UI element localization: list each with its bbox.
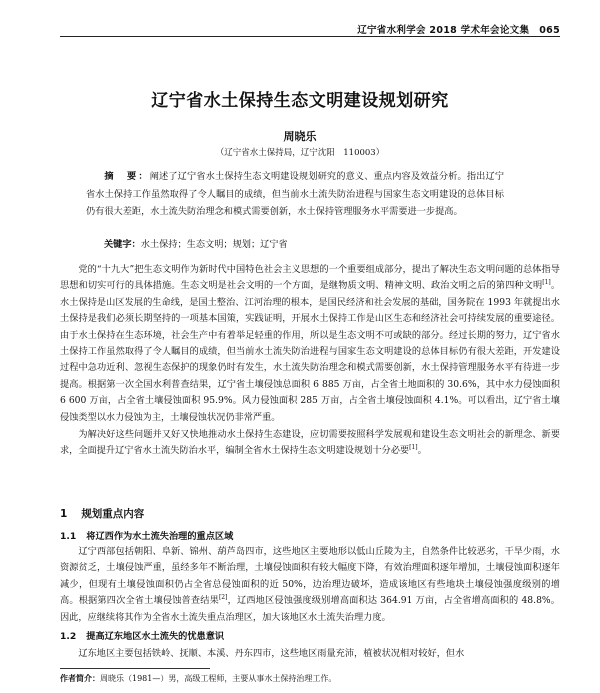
subsection-title: 将辽西作为水土流失治理的重点区域 [86, 531, 234, 542]
section-title: 规划重点内容 [81, 508, 145, 520]
paragraph: 辽宁西部包括朝阳、阜新、锦州、葫芦岛四市，这些地区主要地形以低山丘陵为主，自然条件比较恶劣，干旱少雨，水资源贫乏，土壤侵蚀严重，虽经多年不断治理，土壤侵蚀面积有较大幅度下降，有效治理面积逐年增加，土壤侵蚀面积逐年减少，但现有土壤侵蚀面积仍占全省总侵蚀面积的近 50%，边治理边破坏，造成该地区有些地块土壤侵蚀强度级别的增高。根据第四次全省土壤侵蚀普查结果[2]，辽西地区侵蚀强度级别增高面积达 364.91 万亩，占全省增高面积的 48.8%。因此，应继续将其作为全省水土流失重点治理区，加大该地区水土流失治理力度。 [60, 546, 560, 623]
subsection-title: 提高辽东地区水土流失的忧患意识 [86, 631, 225, 642]
section-heading [60, 506, 144, 521]
keywords-text: 水土保持；生态文明；规划；辽宁省 [140, 239, 288, 250]
footnote [60, 673, 560, 684]
keywords [104, 236, 504, 250]
author-affiliation: （辽宁省水土保持局，辽宁沈阳 110003） [215, 148, 385, 158]
abstract-text: 阐述了辽宁省水土保持生态文明建设规划研究的意义、重点内容及效益分析。指出辽宁省水土保持工作虽然取得了令人瞩目的成绩，但当前水土流失防治进程与国家生态文明建设的总体目标仍有很大差距，水土流失防治理念和模式需要创新，水土保持管理服务水平需要进一步提高。 [86, 171, 505, 217]
citation: [1] [542, 279, 551, 287]
paper-title: 辽宁省水土保持生态文明建设规划研究 [151, 91, 449, 111]
subsection-text [60, 544, 560, 626]
body-text [60, 262, 560, 460]
citation: [2] [218, 594, 228, 602]
section-number: 1 [60, 508, 68, 520]
subsection-number: 1.1 [60, 531, 77, 542]
paragraph: 辽东地区主要包括铁岭、抚顺、本溪、丹东四市，这些地区雨量充沛，植被状况相对较好，但水 [78, 648, 465, 659]
page-number: 065 [539, 25, 560, 36]
author-name: 周晓乐 [283, 130, 317, 143]
abstract-label: 摘 要： [104, 171, 150, 182]
subsection-number: 1.2 [60, 631, 77, 642]
running-title: 辽宁省水利学会 2018 学术年会论文集 [357, 25, 530, 36]
footnote-label: 作者简介： [60, 673, 100, 683]
citation: [1] [409, 444, 418, 452]
subsection-heading [60, 528, 233, 542]
paragraph: 党的“十九大”把生态文明作为新时代中国特色社会主义思想的一个重要组成部分，提出了解决生态文明问题的总体指导思想和切实可行的具体措施。生态文明是社会文明的一个方面，是继物质文明、精神文明、政治文明之后的第四种文明[1]。水土保持是山区发展的生命线，是国土整治、江河治理的根本，是国民经济和社会发展的基础，国务院在 1993 年就提出水土保持是我们必须长期坚持的一项基本国策，实践证明，开展水土保持工作是山区生态和经济社会可持续发展的重要途径。由于水土保持在生态环境，社会生产中有着举足轻重的作用，所以是生态文明不可或缺的部分。经过长期的努力，辽宁省水土保持工作虽然取得了令人瞩目的成绩，但当前水土流失防治进程与国家生态文明建设的总体目标仍有很大差距，开发建设过程中急功近利、忽视生态保护的现象仍时有发生，水土流失防治理念和模式需要创新，水土保持管理服务水平有待进一步提高。根据第一次全国水利普查结果，辽宁省土壤侵蚀总面积 6 885 万亩，占全省土地面积的 30.6%，其中水力侵蚀面积 6 600 万亩，占全省土壤侵蚀面积 95.9%。风力侵蚀面积 285 万亩，占全省土壤侵蚀面积 4.1%。可以看出，辽宁省土壤侵蚀类型以水力侵蚀为主，土壤侵蚀状况仍非常严重。 [60, 264, 561, 423]
paragraph: 为解决好这些问题并又好又快地推动水土保持生态建设，应切需要按照科学发展观和建设生态文明社会的新理念、新要求，全面提升辽宁省水土流失防治水平，编制全省水土保持生态文明建设规划十分必要[1]。 [60, 429, 560, 457]
subsection-text [60, 646, 560, 662]
abstract [86, 168, 504, 221]
keywords-label: 关键字： [104, 239, 141, 250]
footnote-rule [60, 668, 210, 669]
running-header [60, 22, 560, 37]
subsection-heading [60, 628, 224, 642]
footnote-text: 周晓乐（1981—）男，高级工程师，主要从事水土保持治理工作。 [100, 674, 337, 683]
